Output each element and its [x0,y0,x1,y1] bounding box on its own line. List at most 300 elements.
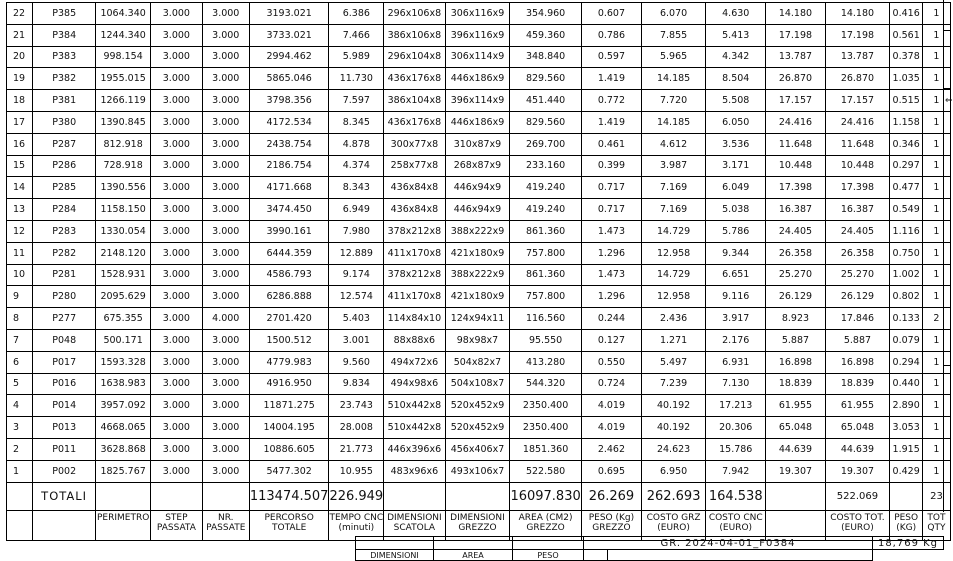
table-cell: 26.129 [766,286,825,308]
table-cell: 24.623 [642,438,706,460]
table-row [7,308,951,330]
table-cell: 9 [7,286,33,308]
table-cell: 1.158 [890,111,923,133]
table-cell: 6.950 [642,460,706,482]
table-cell: 2095.629 [96,286,151,308]
table-cell: P016 [33,373,96,395]
total-cell [96,482,151,510]
table-cell: 61.955 [766,395,825,417]
table-cell: 300x77x8 [384,133,445,155]
table-cell: 0.133 [890,308,923,330]
total-cell [445,482,510,510]
table-cell: 3.000 [151,177,203,199]
table-cell: 7.169 [642,199,706,221]
table-cell: P383 [33,46,96,68]
border-tick [943,510,951,511]
table-cell: 14.185 [642,111,706,133]
table-cell: 419.240 [510,199,581,221]
table-cell: 396x114x9 [445,90,510,112]
table-cell: 124x94x11 [445,308,510,330]
table-cell: 494x72x6 [384,351,445,373]
column-header [96,510,151,540]
table-cell: 348.840 [510,46,581,68]
table-cell: 728.918 [96,155,151,177]
table-cell: 3193.021 [249,3,329,25]
table-cell: 396x116x9 [445,24,510,46]
table-cell: 65.048 [825,417,890,439]
total-cell: 226.949 [329,482,384,510]
table-cell: 0.597 [581,46,641,68]
table-cell: 3628.868 [96,438,151,460]
table-cell: 3.000 [151,199,203,221]
table-cell: 3.000 [151,351,203,373]
table-cell: 0.802 [890,286,923,308]
table-cell: 0.399 [581,155,641,177]
table-cell: 446x186x9 [445,111,510,133]
table-cell: P381 [33,90,96,112]
table-cell: 19 [7,68,33,90]
table-cell: 10.448 [766,155,825,177]
table-cell: 21 [7,24,33,46]
column-header-line: GREZZO [526,522,565,533]
table-cell: 1330.054 [96,220,151,242]
table-cell: 23.743 [329,395,384,417]
table-cell: 3.000 [151,90,203,112]
table-cell: 9.834 [329,373,384,395]
table-cell: 4779.983 [249,351,329,373]
table-cell: 544.320 [510,373,581,395]
footer-peso-label: PESO [512,549,584,561]
table-cell: 17.398 [766,177,825,199]
table-cell: 504x108x7 [445,373,510,395]
table-cell: 7.130 [706,373,766,395]
table-cell: 4172.534 [249,111,329,133]
table-cell: 5.497 [642,351,706,373]
column-header-line: GREZZO [458,522,497,533]
table-cell: 1 [922,155,950,177]
arrow-mark: ⇐ [945,96,953,106]
table-cell: 411x170x8 [384,286,445,308]
table-cell: 1500.512 [249,329,329,351]
table-cell: 0.786 [581,24,641,46]
table-cell: 3.000 [202,133,249,155]
table-cell: 3.000 [151,133,203,155]
table-cell: 421x180x9 [445,242,510,264]
table-cell: 6.651 [706,264,766,286]
table-cell: 3.000 [202,46,249,68]
table-cell: 3.536 [706,133,766,155]
table-cell: 2 [7,438,33,460]
table-cell: 2350.400 [510,395,581,417]
column-header-line: QTY [927,522,946,533]
table-cell: 446x186x9 [445,68,510,90]
table-cell: 7.239 [642,373,706,395]
table-cell: 233.160 [510,155,581,177]
table-cell: 388x222x9 [445,220,510,242]
table-cell: 25.270 [825,264,890,286]
table-cell: P280 [33,286,96,308]
table-cell: 14.180 [825,3,890,25]
table-cell: 456x406x7 [445,438,510,460]
table-cell: P283 [33,220,96,242]
column-header-line: DIMENSIONI [387,512,442,523]
totals-row [7,482,951,510]
table-cell: 354.960 [510,3,581,25]
table-cell: 1955.015 [96,68,151,90]
table-cell: 2.176 [706,329,766,351]
table-cell: 17.157 [825,90,890,112]
table-cell: 5477.302 [249,460,329,482]
total-weight: 18,769 Kg [872,536,944,550]
table-cell: P014 [33,395,96,417]
table-cell: 510x442x8 [384,417,445,439]
table-cell: 3.000 [202,199,249,221]
table-cell: 436x84x8 [384,199,445,221]
table-cell: 1244.340 [96,24,151,46]
table-cell: 1593.328 [96,351,151,373]
table-row [7,417,951,439]
table-cell: 3.000 [202,155,249,177]
table-cell: 1 [922,46,950,68]
table-cell: 1 [922,24,950,46]
table-cell: 5.786 [706,220,766,242]
table-cell: 9.560 [329,351,384,373]
table-cell: 436x176x8 [384,68,445,90]
table-cell: 12.574 [329,286,384,308]
table-cell: 6444.359 [249,242,329,264]
table-row [7,3,951,25]
table-cell: 3.001 [329,329,384,351]
table-cell: 1.915 [890,438,923,460]
table-cell: 1.116 [890,220,923,242]
table-cell: 1 [922,111,950,133]
table-cell: 2 [922,308,950,330]
table-cell: 1528.931 [96,264,151,286]
table-cell: 3.000 [151,438,203,460]
table-cell: 7.169 [642,177,706,199]
table-cell: 114x84x10 [384,308,445,330]
table-row [7,220,951,242]
table-cell: 15.786 [706,438,766,460]
table-cell: 446x94x9 [445,199,510,221]
table-cell: 494x98x6 [384,373,445,395]
table-cell: 3798.356 [249,90,329,112]
table-cell: 829.560 [510,111,581,133]
table-cell: 17.198 [825,24,890,46]
table-cell: 26.870 [825,68,890,90]
table-cell: 10.448 [825,155,890,177]
table-cell: 0.297 [890,155,923,177]
table-cell: P282 [33,242,96,264]
column-header-line: PASSATE [206,522,246,533]
table-cell: 7 [7,329,33,351]
table-cell: P002 [33,460,96,482]
table-cell: 3.000 [151,3,203,25]
total-cell [7,482,33,510]
table-cell: 26.870 [766,68,825,90]
table-cell: 2.436 [642,308,706,330]
table-cell: 24.405 [766,220,825,242]
table-cell: 2186.754 [249,155,329,177]
column-header [7,510,33,540]
table-cell: 16.898 [825,351,890,373]
column-header-line: PESO [894,512,919,523]
table-cell: 413.280 [510,351,581,373]
footer-cell [583,549,608,561]
table-cell: 14004.195 [249,417,329,439]
table-cell: 1.296 [581,242,641,264]
column-header-line: PERIMETRO [96,512,150,523]
table-cell: P281 [33,264,96,286]
table-cell: 1.473 [581,264,641,286]
table-row [7,24,951,46]
table-cell: 2350.400 [510,417,581,439]
column-header-line: (minuti) [338,522,375,533]
table-cell: 7.980 [329,220,384,242]
table-cell: 3.000 [202,220,249,242]
table-cell: P284 [33,199,96,221]
footer-cell [512,536,584,550]
table-cell: 3.000 [202,68,249,90]
column-header-line: (EURO) [719,522,753,533]
table-cell: 3.000 [151,220,203,242]
table-cell: 95.550 [510,329,581,351]
table-cell: 1 [922,68,950,90]
table-cell: 1 [922,3,950,25]
table-cell: 5865.046 [249,68,329,90]
table-cell: 1158.150 [96,199,151,221]
table-cell: P286 [33,155,96,177]
table-cell: 3.000 [151,329,203,351]
table-cell: 3.000 [202,438,249,460]
table-cell: 3.171 [706,155,766,177]
column-header [202,510,249,540]
table-cell: 0.294 [890,351,923,373]
table-cell: 28.008 [329,417,384,439]
table-cell: 17.198 [766,24,825,46]
total-cell [766,482,825,510]
column-header-line: NR. [218,512,234,523]
column-header-line: (EURO) [657,522,690,533]
table-cell: 386x104x8 [384,90,445,112]
table-cell: 4.342 [706,46,766,68]
table-cell: 0.717 [581,177,641,199]
table-cell: 310x87x9 [445,133,510,155]
table-cell: 10 [7,264,33,286]
table-cell: 1 [922,177,950,199]
table-cell: 296x106x8 [384,3,445,25]
table-cell: 436x176x8 [384,111,445,133]
table-cell: P011 [33,438,96,460]
table-cell: 17.157 [766,90,825,112]
drawing-code: GR. 2024-04-01_F0384 [583,536,873,550]
table-cell: 0.772 [581,90,641,112]
table-cell: 1 [922,133,950,155]
table-row [7,329,951,351]
table-cell: 3.000 [202,242,249,264]
table-cell: 16.387 [766,199,825,221]
table-cell: 419.240 [510,177,581,199]
table-cell: 10886.605 [249,438,329,460]
table-cell: 13 [7,199,33,221]
table-cell: 388x222x9 [445,264,510,286]
table-cell: 268x87x9 [445,155,510,177]
table-row [7,351,951,373]
table-cell: 17 [7,111,33,133]
table-cell: 3.000 [202,373,249,395]
column-header-line: PESO (Kg) [588,512,635,523]
table-cell: 3.917 [706,308,766,330]
table-cell: 0.515 [890,90,923,112]
table-cell: 522.580 [510,460,581,482]
table-cell: 22 [7,3,33,25]
table-cell: 13.787 [825,46,890,68]
table-cell: 19.307 [825,460,890,482]
table-cell: 20 [7,46,33,68]
table-cell: 1 [922,351,950,373]
table-cell: 24.416 [825,111,890,133]
table-cell: 0.717 [581,199,641,221]
total-cell: 16097.830 [510,482,581,510]
table-cell: 88x88x6 [384,329,445,351]
table-cell: 20.306 [706,417,766,439]
table-cell: 0.724 [581,373,641,395]
table-cell: 812.918 [96,133,151,155]
table-cell: 7.466 [329,24,384,46]
column-header [249,510,329,540]
table-cell: 0.477 [890,177,923,199]
table-cell: 3.000 [202,329,249,351]
table-cell: 6.949 [329,199,384,221]
table-cell: 411x170x8 [384,242,445,264]
table-cell: 3.000 [151,111,203,133]
table-cell: 12.958 [642,242,706,264]
table-cell: 4.374 [329,155,384,177]
column-header-line: PASSATA [156,522,196,533]
table-cell: 14.729 [642,264,706,286]
table-cell: P287 [33,133,96,155]
table-cell: 5.965 [642,46,706,68]
table-cell: P013 [33,417,96,439]
table-cell: 0.561 [890,24,923,46]
table-row [7,199,951,221]
table-cell: 17.846 [825,308,890,330]
table-cell: 26.358 [766,242,825,264]
table-cell: 98x98x7 [445,329,510,351]
table-cell: 1.419 [581,111,641,133]
table-cell: 1390.556 [96,177,151,199]
table-cell: 3.000 [151,460,203,482]
table-cell: 1 [922,460,950,482]
table-cell: 1825.767 [96,460,151,482]
table-cell: 1.419 [581,68,641,90]
table-cell: 378x212x8 [384,264,445,286]
table-cell: 8.343 [329,177,384,199]
table-cell: 757.800 [510,242,581,264]
totals-label: TOTALI [33,482,96,510]
table-row [7,46,951,68]
table-cell: 1 [922,373,950,395]
total-cell [890,482,923,510]
table-cell: 6.070 [642,3,706,25]
table-cell: P385 [33,3,96,25]
table-cell: 1 [7,460,33,482]
table-cell: 16.387 [825,199,890,221]
table-cell: 451.440 [510,90,581,112]
table-cell: 4586.793 [249,264,329,286]
table-cell: 0.429 [890,460,923,482]
total-cell: 522.069 [825,482,890,510]
table-cell: 12.958 [642,286,706,308]
column-header-line: (KG) [896,522,917,533]
table-cell: 1 [922,220,950,242]
table-cell: 40.192 [642,417,706,439]
table-cell: 0.607 [581,3,641,25]
table-cell: 1 [922,199,950,221]
border-tick [943,365,951,366]
table-cell: 18.839 [825,373,890,395]
table-cell: 1 [922,438,950,460]
table-cell: 8.504 [706,68,766,90]
table-cell: 1 [922,264,950,286]
table-row [7,460,951,482]
table-cell: 269.700 [510,133,581,155]
table-cell: P017 [33,351,96,373]
column-header-line: PERCORSO [264,512,314,523]
table-cell: 5.038 [706,199,766,221]
table-cell: 1851.360 [510,438,581,460]
table-row [7,438,951,460]
table-cell: 4 [7,395,33,417]
table-cell: 4.630 [706,3,766,25]
footer-dimensioni-label: DIMENSIONI [355,549,434,561]
table-cell: 0.416 [890,3,923,25]
table-cell: 3.000 [151,242,203,264]
table-cell: 19.307 [766,460,825,482]
table-cell: 5.887 [766,329,825,351]
table-cell: P048 [33,329,96,351]
table-cell: 0.695 [581,460,641,482]
table-cell: 675.355 [96,308,151,330]
border-tick [943,30,951,31]
table-row [7,242,951,264]
table-cell: 3.000 [202,264,249,286]
table-row [7,177,951,199]
table-row [7,373,951,395]
table-cell: 24.405 [825,220,890,242]
table-cell: 1.271 [642,329,706,351]
table-cell: 26.129 [825,286,890,308]
table-cell: 12 [7,220,33,242]
table-cell: 14.180 [766,3,825,25]
table-cell: 520x452x9 [445,395,510,417]
table-cell: 3.000 [151,68,203,90]
table-cell: 3.000 [151,395,203,417]
table-cell: 829.560 [510,68,581,90]
drawing-border [943,0,944,512]
table-cell: 9.344 [706,242,766,264]
column-header-line: COSTO CNC [708,512,763,523]
table-cell: 8.345 [329,111,384,133]
table-cell: 1638.983 [96,373,151,395]
total-cell: 113474.507 [249,482,329,510]
table-cell: 861.360 [510,220,581,242]
table-cell: P380 [33,111,96,133]
table-cell: 3.000 [151,46,203,68]
total-cell [151,482,203,510]
table-cell: 3.000 [151,373,203,395]
table-cell: 6286.888 [249,286,329,308]
